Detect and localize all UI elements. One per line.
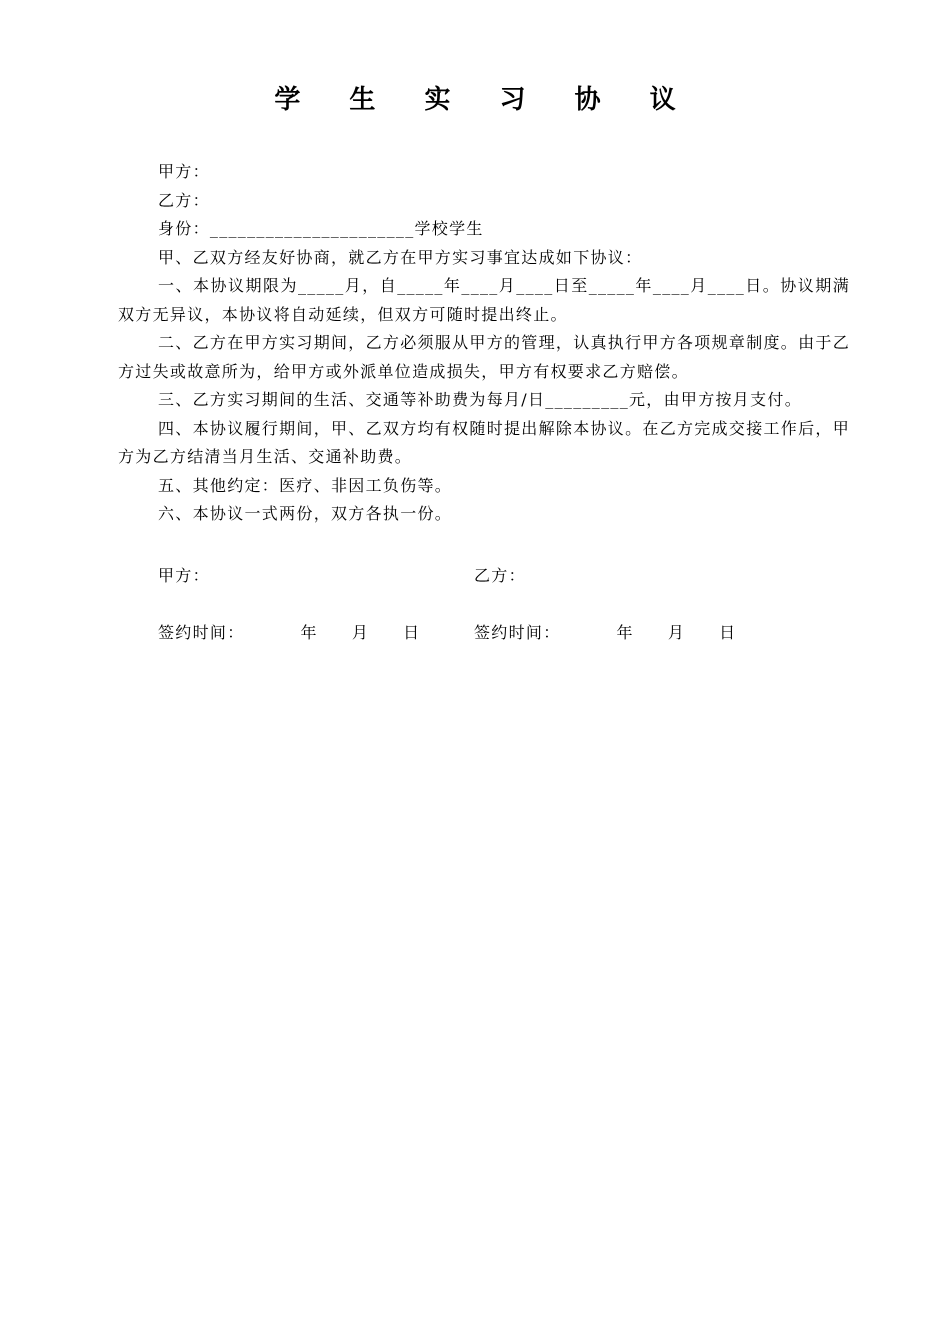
clause-1: 一、本协议期限为_____月，自_____年____月____日至_____年____月____日。协议期满双方无异议，本协议将自动延续，但双方可随时提出终止。 [118, 276, 850, 324]
day-a: 日 [403, 623, 421, 642]
clause-3: 三、乙方实习期间的生活、交通等补助费为每月/日_________元，由甲方按月支付。 [158, 390, 802, 409]
clause-2: 二、乙方在甲方实习期间，乙方必须服从甲方的管理，认真执行甲方各项规章制度。由于乙方过失或故意所为，给甲方或外派单位造成损失，甲方有权要求乙方赔偿。 [118, 333, 851, 381]
year-b: 年 [616, 623, 634, 642]
date-label-a: 签约时间： [158, 623, 245, 642]
signature-party-a: 甲方： [158, 566, 210, 585]
year-a: 年 [300, 623, 318, 642]
day-b: 日 [719, 623, 737, 642]
party-a-line: 甲方： [158, 162, 210, 181]
party-b-line: 乙方： [158, 190, 210, 210]
intro-line: 甲、乙双方经友好协商，就乙方在甲方实习事宜达成如下协议： [158, 247, 643, 267]
document-title: 学 生 实 习 协 议 [274, 85, 696, 115]
signature-date-a [158, 619, 420, 647]
agreement-body [118, 158, 850, 529]
clause-4: 四、本协议履行期间，甲、乙双方均有权随时提出解除本协议。在乙方完成交接工作后，甲方为乙方结清当月生活、交通补助费。 [118, 418, 851, 466]
date-label-b: 签约时间： [474, 623, 561, 642]
signature-date-b [474, 619, 736, 647]
month-b: 月 [667, 623, 686, 642]
month-a: 月 [351, 623, 370, 642]
clause-6: 六、本协议一式两份，双方各执一份。 [158, 504, 453, 523]
identity-line: 身份：______________________学校学生 [158, 219, 484, 238]
signature-party-b: 乙方： [474, 566, 526, 585]
clause-5: 五、其他约定：医疗、非因工负伤等。 [158, 475, 453, 495]
